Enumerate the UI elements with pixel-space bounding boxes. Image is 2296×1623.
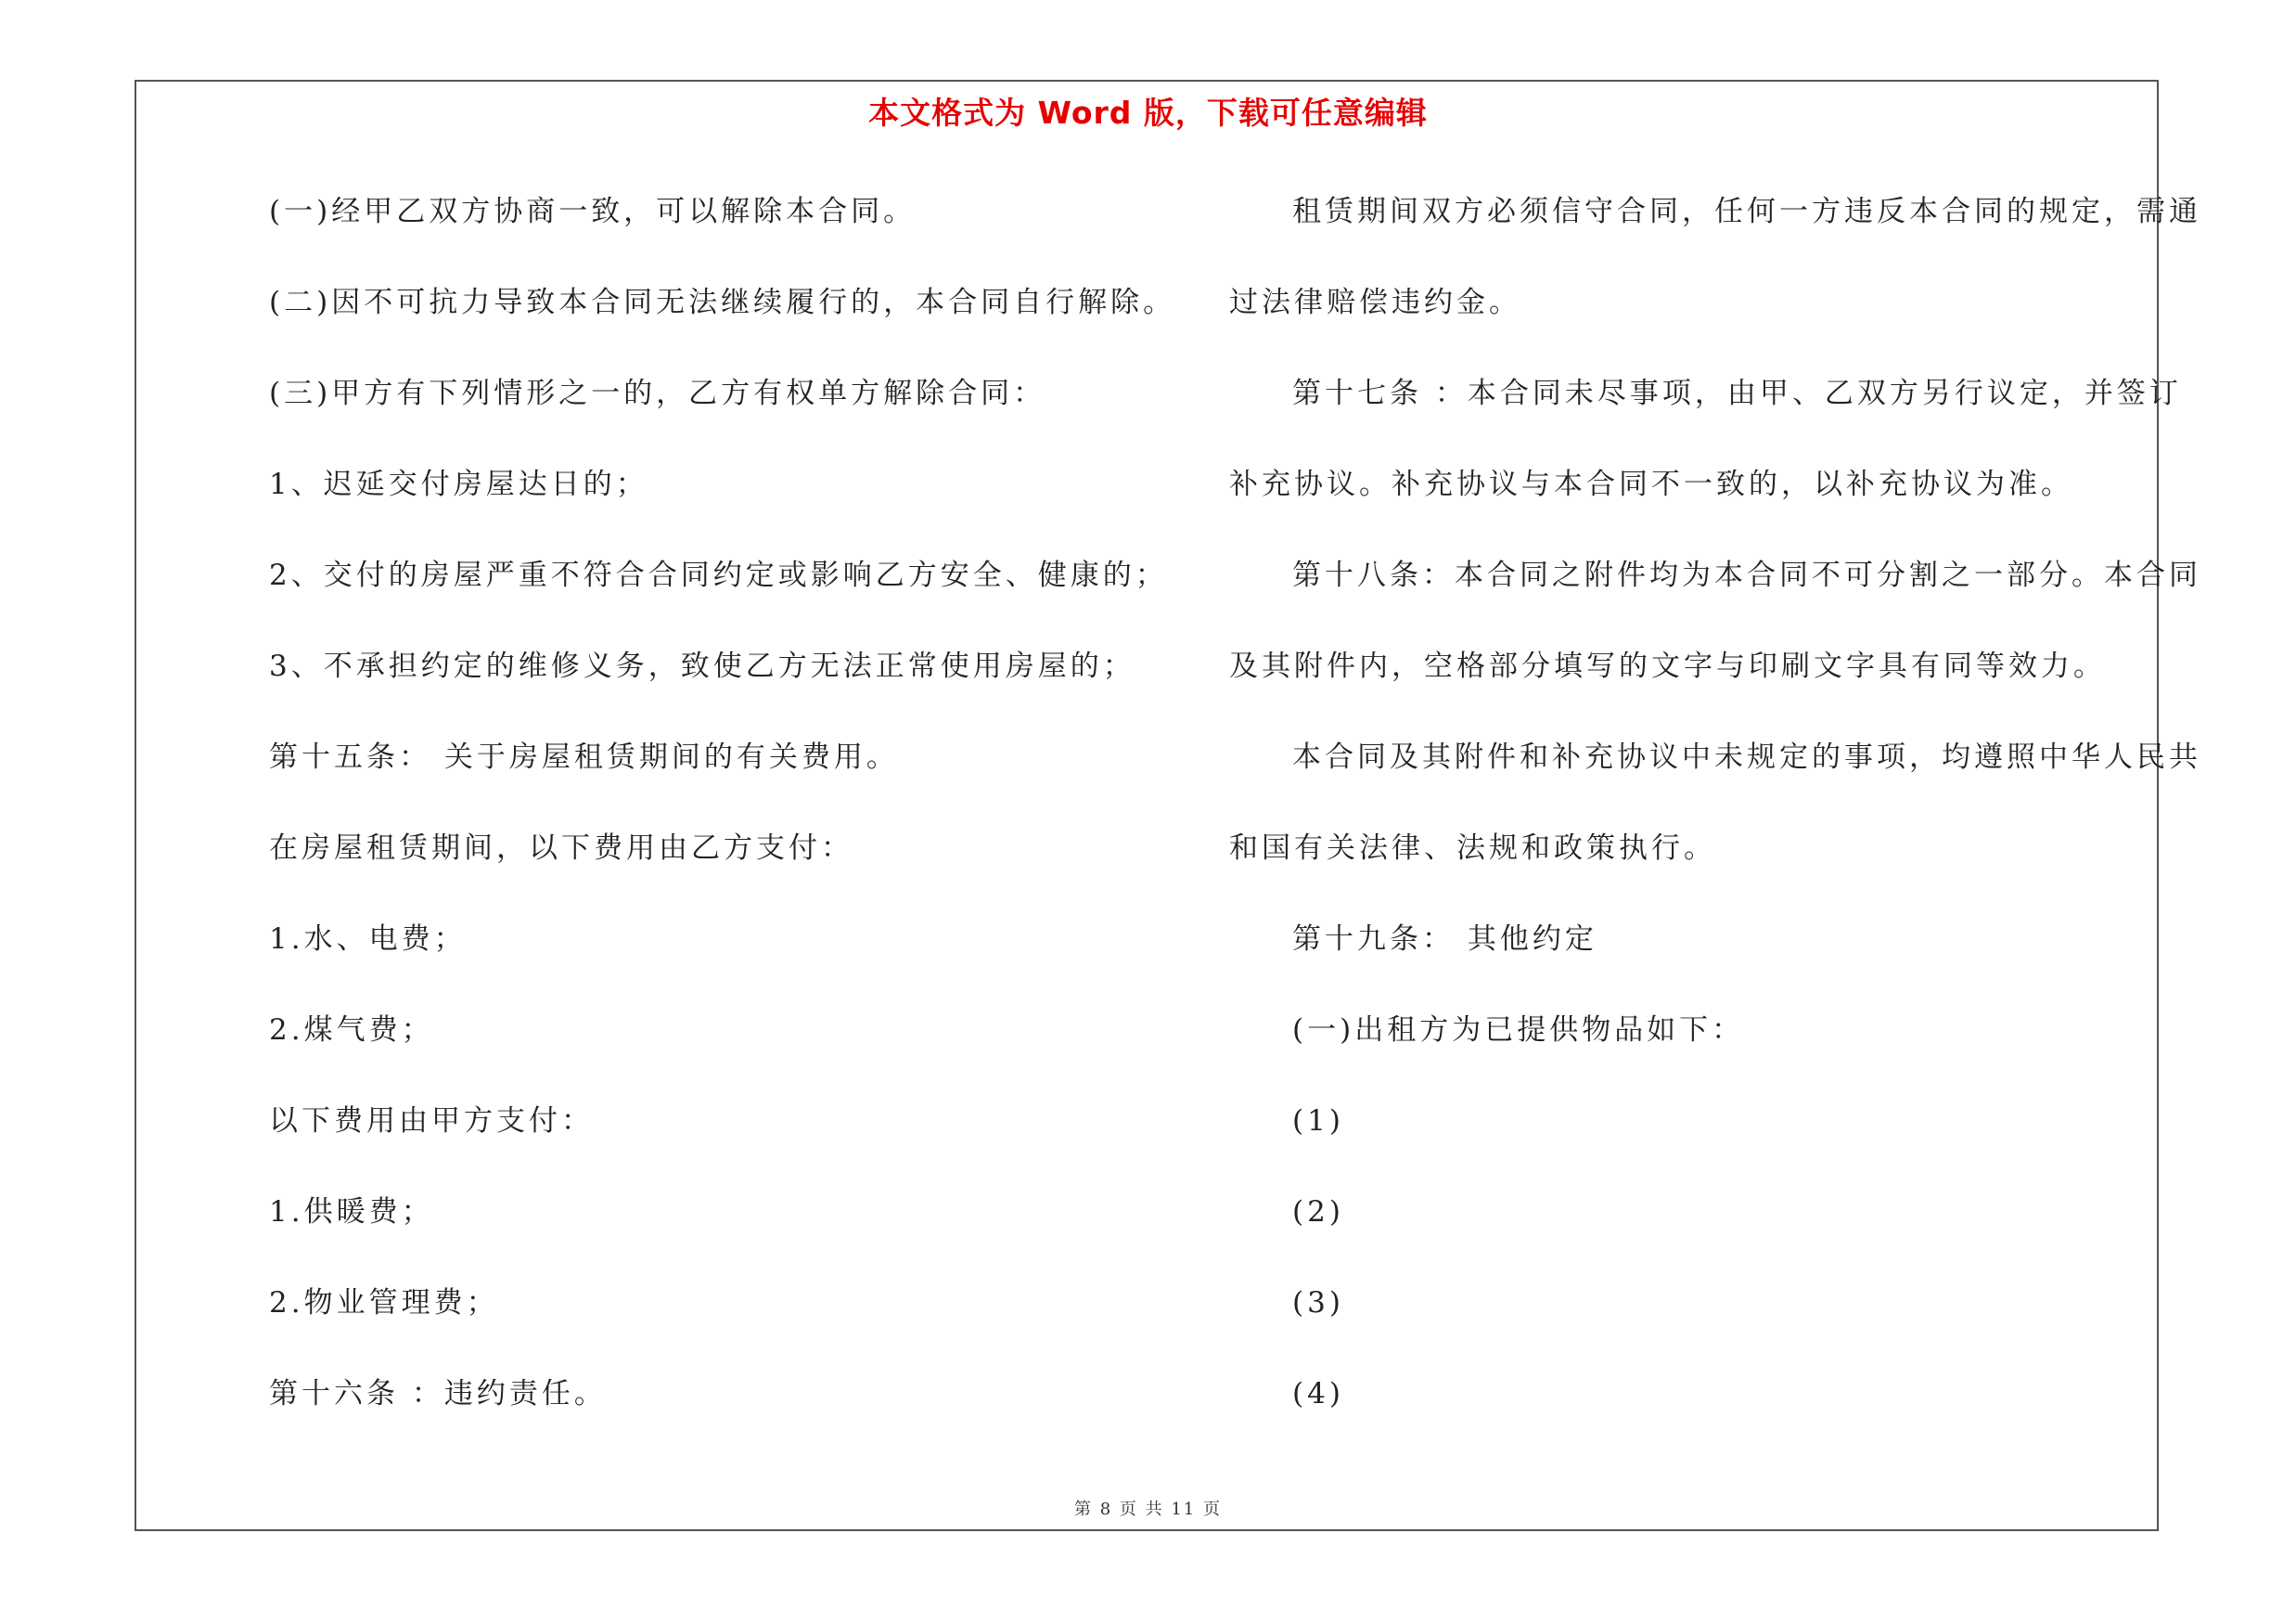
- paragraph-line: 以下费用由甲方支付：: [269, 1104, 594, 1138]
- paragraph-line: 1.水、电费；: [269, 922, 467, 956]
- paragraph-line: 在房屋租赁期间，以下费用由乙方支付：: [269, 831, 853, 865]
- paragraph-line: (一)出租方为已提供物品如下：: [1292, 1013, 1745, 1047]
- article-17-heading: 第十七条 ：本合同未尽事项，由甲、乙双方另行议定，并签订: [1292, 377, 2182, 410]
- paragraph-line: 过法律赔偿违约金。: [1229, 286, 1521, 319]
- paragraph-line: 2、交付的房屋严重不符合合同约定或影响乙方安全、健康的；: [269, 559, 1168, 592]
- paragraph-line: 补充协议。补充协议与本合同不一致的，以补充协议为准。: [1229, 468, 2073, 501]
- left-column: [269, 179, 1197, 1452]
- paragraph-line: 3、不承担约定的维修义务，致使乙方无法正常使用房屋的；: [269, 650, 1135, 683]
- paragraph-line: (二)因不可抗力导致本合同无法继续履行的，本合同自行解除。: [269, 286, 1176, 319]
- paragraph-line: 2.物业管理费；: [269, 1286, 499, 1320]
- article-19-heading: 第十九条： 其他约定: [1292, 922, 1597, 956]
- paragraph-line: (三)甲方有下列情形之一的，乙方有权单方解除合同：: [269, 377, 1046, 410]
- list-item: (1): [1292, 1104, 1344, 1138]
- right-column: [1229, 179, 2201, 1452]
- word-format-banner: 本文格式为 Word 版，下载可任意编辑: [868, 95, 1428, 131]
- list-item: (2): [1292, 1195, 1344, 1229]
- paragraph-line: (一)经甲乙双方协商一致，可以解除本合同。: [269, 195, 917, 228]
- paragraph-line: 及其附件内，空格部分填写的文字与印刷文字具有同等效力。: [1229, 650, 2106, 683]
- paragraph-line: 和国有关法律、法规和政策执行。: [1229, 831, 1716, 865]
- paragraph-line: 1、迟延交付房屋达日的；: [269, 468, 648, 501]
- paragraph-line: 2.煤气费；: [269, 1013, 434, 1047]
- paragraph-line: 本合同及其附件和补充协议中未规定的事项，均遵照中华人民共: [1292, 741, 2201, 774]
- article-15-heading: 第十五条： 关于房屋租赁期间的有关费用。: [269, 741, 899, 774]
- paragraph-line: 1.供暖费；: [269, 1195, 434, 1229]
- page-number: 第 8 页 共 11 页: [1074, 1500, 1222, 1519]
- article-18-heading: 第十八条：本合同之附件均为本合同不可分割之一部分。本合同: [1292, 559, 2201, 592]
- article-16-heading: 第十六条 ：违约责任。: [269, 1377, 607, 1410]
- paragraph-line: 租赁期间双方必须信守合同，任何一方违反本合同的规定，需通: [1292, 195, 2201, 228]
- list-item: (4): [1292, 1377, 1344, 1410]
- list-item: (3): [1292, 1286, 1344, 1320]
